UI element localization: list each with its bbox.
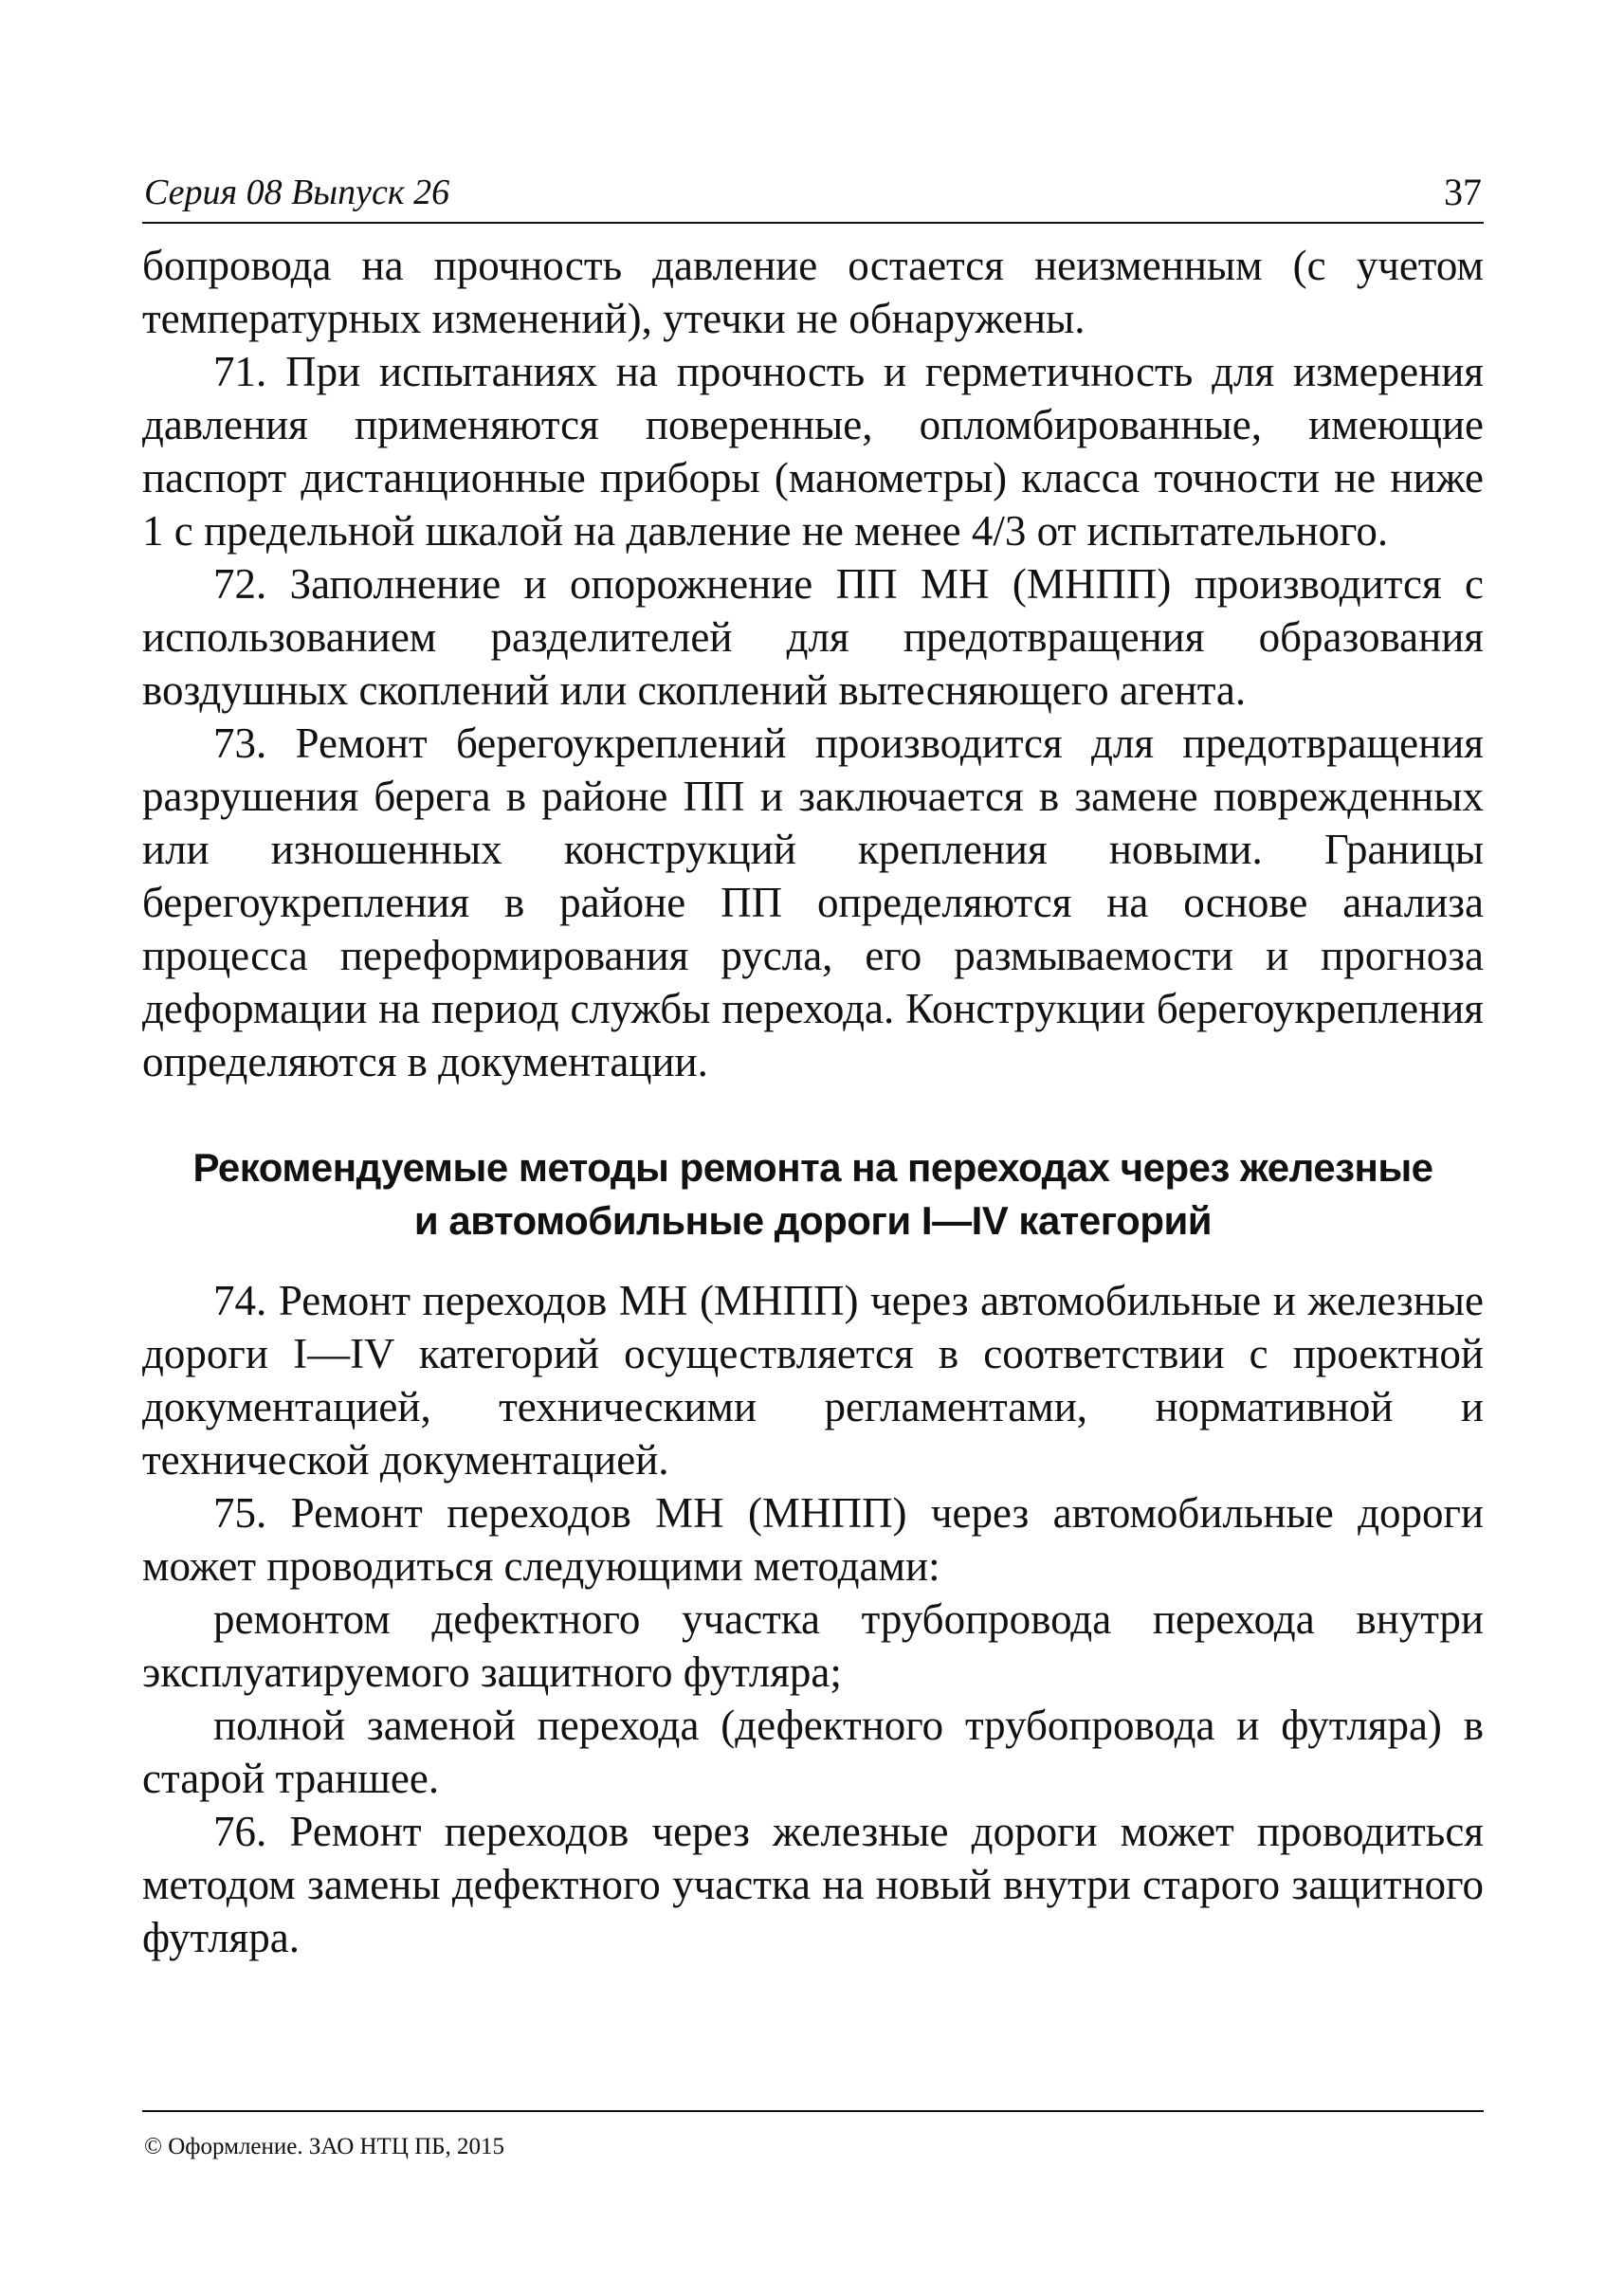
paragraph-74: 74. Ремонт переходов МН (МНПП) через автомобильные и железные дороги I—IV категорий осуществляется в соответствии с проектной документацией, техническими регламентами, нормативной и технической документацией. (142, 1277, 1484, 1484)
section-heading-line-2: и автомобильные дороги I—IV категорий (413, 1198, 1213, 1243)
copyright-notice: © Оформление. ЗАО НТЦ ПБ, 2015 (144, 2134, 505, 2159)
paragraph-73: 73. Ремонт берегоукреплений производится для предотвращения разрушения берега в районе ПП и заключается в замене поврежденных или изношенных конструкций крепления новыми. Границы берегоукрепления в районе ПП определяются на основе анализа процесса переформирования русла, его размываемости и прогноза деформации на период службы перехода. Конструкции берегоукрепления определяются в документации. (142, 719, 1484, 1085)
paragraph-76: 76. Ремонт переходов через железные дороги может проводиться методом замены дефектного участка на новый внутри старого защитного футляра. (142, 1808, 1484, 1961)
paragraph-71: 71. При испытаниях на прочность и герметичность для измерения давления применяются поверенные, опломбированные, имеющие паспорт дистанционные приборы (манометры) класса точности не ниже 1 с предельной шкалой на давление не менее 4/3 от испытательного. (142, 348, 1484, 555)
page-header (142, 169, 1484, 224)
series-title: Серия 08 Выпуск 26 (144, 173, 450, 212)
list-item-method-1: ремонтом дефектного участка трубопровода перехода внутри эксплуатируемого защитного футляра; (142, 1595, 1484, 1696)
paragraph-continuation: бопровода на прочность давление остается неизменным (с учетом температурных изменений), утечки не обнаружены. (142, 242, 1484, 342)
paragraph-72: 72. Заполнение и опорожнение ПП МН (МНПП) производится с использованием разделителей для предотвращения образования воздушных скоплений или скоплений вытесняющего агента. (142, 560, 1484, 714)
list-item-method-2: полной заменой перехода (дефектного трубопровода и футляра) в старой траншее. (142, 1702, 1484, 1802)
paragraph-75: 75. Ремонт переходов МН (МНПП) через автомобильные дороги может проводиться следующими методами: (142, 1489, 1484, 1590)
section-heading-line-1: Рекомендуемые методы ремонта на переходах через железные (192, 1145, 1433, 1190)
section-heading (161, 1141, 1465, 1248)
document-page (142, 0, 1484, 2295)
body-text (142, 239, 1484, 1964)
page-number: 37 (1444, 171, 1482, 213)
page-footer (142, 2110, 1484, 2159)
